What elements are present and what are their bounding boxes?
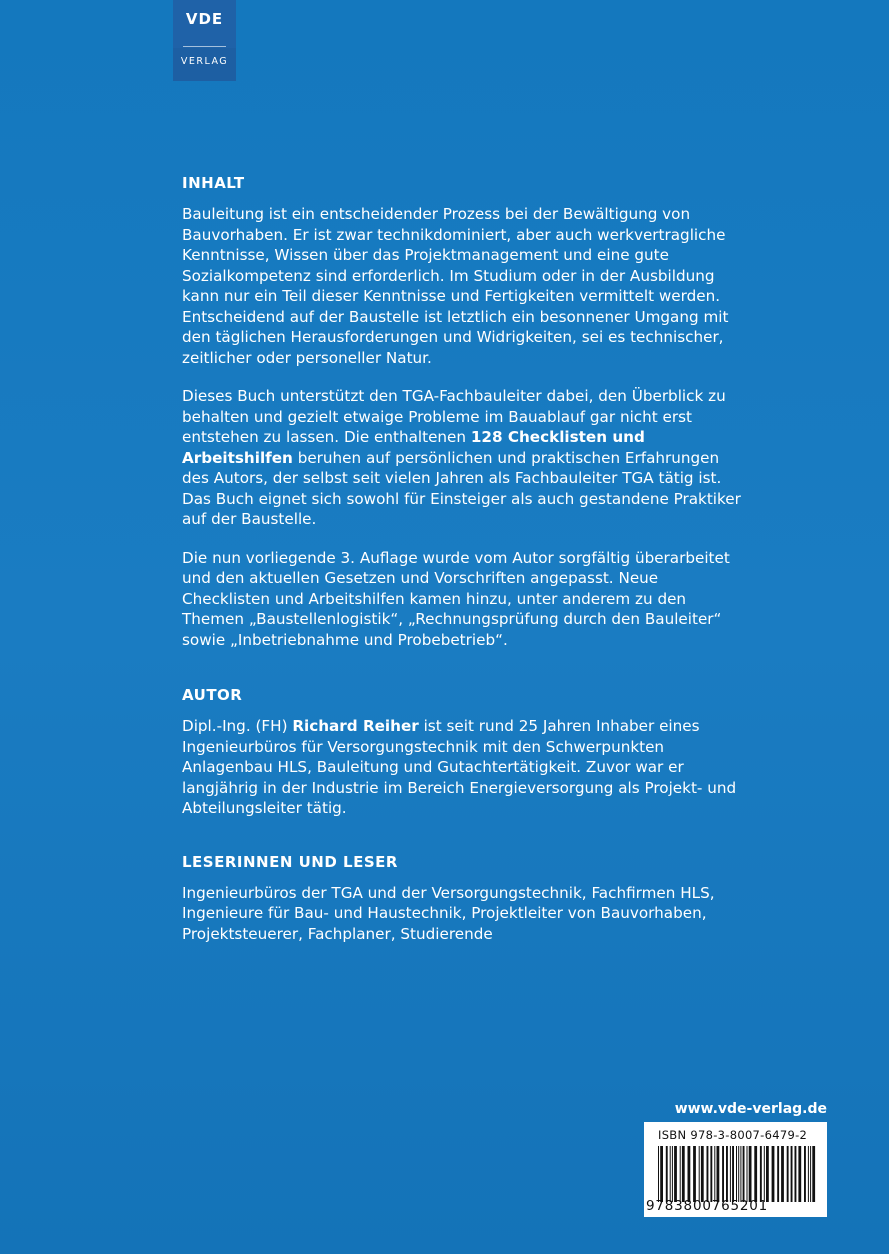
publisher-url[interactable]: www.vde-verlag.de xyxy=(674,1101,827,1117)
barcode-bar xyxy=(754,1146,757,1202)
barcode-bar xyxy=(710,1146,712,1202)
barcode-bar xyxy=(810,1146,811,1202)
logo-divider xyxy=(183,46,226,47)
barcode-bar xyxy=(730,1146,731,1202)
barcode-bar xyxy=(798,1146,801,1202)
autor-title: Dipl.-Ing. (FH) xyxy=(182,717,293,735)
barcode-bar xyxy=(740,1146,741,1202)
inhalt-p2-end: beruhen auf persönlichen und praktischen Erfahrungen des Autors, der selbst seit vielen Jahren als Fachbauleiter TGA tätig ist. Das Buch eignet sich sowohl für Einsteiger als auch gestandene Praktiker auf der Baustelle. xyxy=(182,448,741,528)
logo-brand: VDE xyxy=(185,10,224,28)
barcode-box xyxy=(644,1122,827,1217)
barcode-bar xyxy=(777,1146,779,1202)
barcode-bar xyxy=(795,1146,797,1202)
barcode-bar xyxy=(707,1146,709,1202)
barcode-bar xyxy=(699,1146,700,1202)
barcode-bar xyxy=(666,1146,668,1202)
barcode-bar xyxy=(808,1146,809,1202)
section-inhalt xyxy=(182,174,742,650)
barcode-bar xyxy=(749,1146,752,1202)
barcode-bar xyxy=(680,1146,681,1202)
barcode-bar xyxy=(701,1146,704,1202)
barcode-bar xyxy=(747,1146,748,1202)
barcode-bar xyxy=(660,1146,663,1202)
barcode-bar xyxy=(714,1146,715,1202)
autor-name: Richard Reiher xyxy=(292,717,419,735)
leser-heading: LESERINNEN UND LESER xyxy=(182,852,398,871)
barcode-bar xyxy=(804,1146,806,1202)
inhalt-p2-bold: 128 Checklisten und Arbeitshilfen xyxy=(182,428,645,467)
leser-paragraph: Ingenieurbüros der TGA und der Versorgungstechnik, Fachfirmen HLS, Ingenieure für Bau- und Haustechnik, Projektleiter von Bauvorhaben, Projektsteuerer, Fachplaner, Studierende xyxy=(182,883,715,943)
barcode-bar xyxy=(674,1146,677,1202)
back-cover-text xyxy=(182,174,742,964)
inhalt-p2-start: Dieses Buch unterstützt den TGA-Fachbauleiter dabei, den Überblick zu behalten und gezielt etwaige Probleme im Bauablauf gar nicht erst entstehen zu lassen. Die enthaltenen xyxy=(182,387,726,446)
barcode-bar xyxy=(787,1146,789,1202)
logo-top-block xyxy=(173,0,236,48)
barcode-bar xyxy=(736,1146,737,1202)
vde-verlag-logo xyxy=(173,0,236,81)
section-leser xyxy=(182,853,742,945)
barcode-bar xyxy=(791,1146,793,1202)
autor-paragraph xyxy=(182,716,742,819)
barcode-bar xyxy=(772,1146,775,1202)
inhalt-paragraph-2 xyxy=(182,386,742,530)
autor-heading: AUTOR xyxy=(182,686,243,704)
barcode-bar xyxy=(688,1146,691,1202)
barcode-bar xyxy=(766,1146,769,1202)
inhalt-heading: INHALT xyxy=(182,174,245,192)
ean-barcode xyxy=(656,1146,819,1202)
inhalt-paragraph-3: Die nun vorliegende 3. Auflage wurde vom Autor sorgfältig überarbeitet und den aktuellen Gesetzen und Vorschriften angepasst. Neue Checklisten und Arbeitshilfen kamen hinzu, unter anderem zu den Themen „Baustellenlogistik“, „Rechnungsprüfung durch den Bauleiter“ sowie „Inbetriebnahme und Probebetrieb“. xyxy=(182,548,730,649)
section-autor xyxy=(182,686,742,819)
barcode-bar xyxy=(658,1146,659,1202)
barcode-bar xyxy=(743,1146,745,1202)
barcode-bar xyxy=(781,1146,784,1202)
barcode-bar xyxy=(738,1146,739,1202)
barcode-bar xyxy=(760,1146,762,1202)
barcode-bar xyxy=(812,1146,815,1202)
ean-digits: 9783800765201 xyxy=(646,1198,769,1214)
barcode-bar xyxy=(726,1146,728,1202)
barcode-bar xyxy=(717,1146,720,1202)
barcode-bar xyxy=(732,1146,734,1202)
barcode-bar xyxy=(682,1146,685,1202)
barcode-bar xyxy=(764,1146,765,1202)
isbn-text: ISBN 978-3-8007-6479-2 xyxy=(658,1128,808,1142)
barcode-bar xyxy=(670,1146,671,1202)
logo-sub: VERLAG xyxy=(180,56,229,67)
autor-bio: ist seit rund 25 Jahren Inhaber eines Ingenieurbüros für Versorgungstechnik mit den Schwerpunkten Anlagenbau HLS, Bauleitung und Gutachtertätigkeit. Zuvor war er langjährig in der Industrie im Bereich Energieversorgung als Projekt- und Abteilungsleiter tätig. xyxy=(182,717,737,817)
barcode-bar xyxy=(672,1146,673,1202)
inhalt-paragraph-1: Bauleitung ist ein entscheidender Prozess bei der Bewältigung von Bauvorhaben. Er ist zwar technikdominiert, aber auch werkvertragliche Kenntnisse, Wissen über das Projektmanagement und eine gute Sozialkompetenz sind erforderlich. Im Studium oder in der Ausbildung kann nur ein Teil dieser Kenntnisse und Fertigkeiten vermittelt werden. Entscheidend auf der Baustelle ist letztlich ein besonnener Umgang mit den täglichen Herausforderungen und Widrigkeiten, sei es technischer, zeitlicher oder personeller Natur. xyxy=(182,205,729,367)
barcode-bar xyxy=(693,1146,696,1202)
barcode-bar xyxy=(722,1146,724,1202)
